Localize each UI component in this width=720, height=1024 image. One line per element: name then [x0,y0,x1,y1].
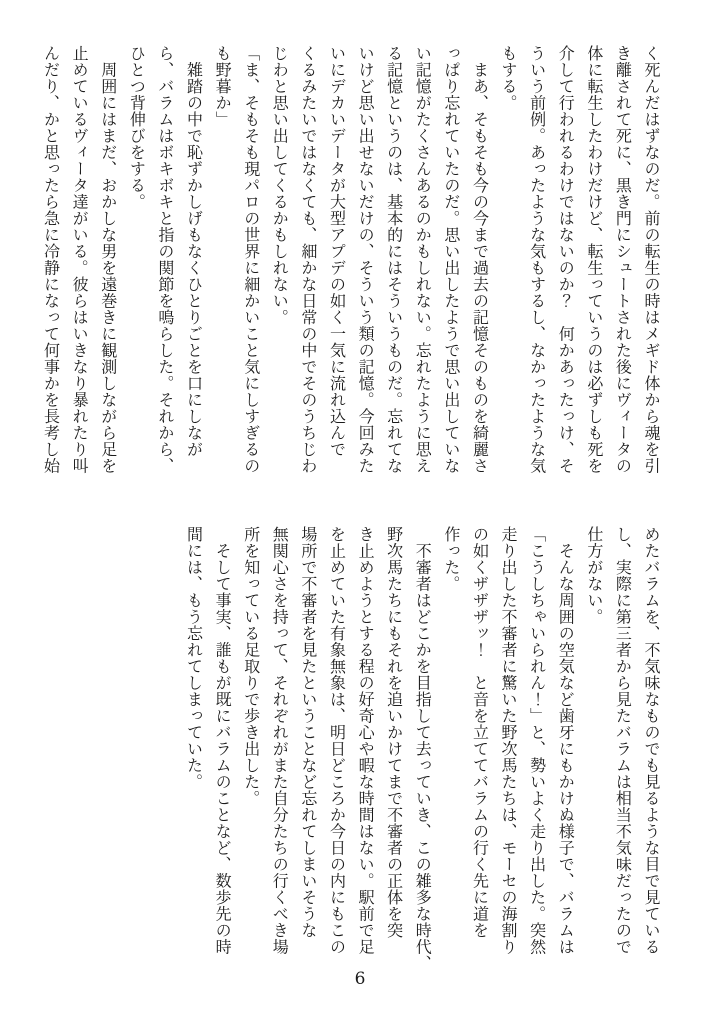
text-line: まあ、そもそも今の今まで過去の記憶そのものを綺麗さ [470,45,490,474]
text-line: 周囲にはまだ、おかしな男を遠巻きに観測しながら足を [98,45,118,474]
text-line: めたバラムを、不気味なものでも見るような目で見ている [642,526,661,955]
text-line: 仕方がない。 [584,526,604,625]
text-line: んだり、かと思ったら急に冷静になって何事かを長考し始 [41,45,61,474]
text-line: そんな周囲の空気など歯牙にもかけぬ様子で、バラムは [556,526,576,955]
text-line: じわと思い出してくるかもしれない。 [270,45,290,326]
text-line: 所を知っている足取りで歩き出した。 [241,526,261,807]
text-line: の如くザザザッ！ と音を立ててバラムの行く先に道を [470,526,490,939]
text-line: そして事実、誰もが既にバラムのことなど、数歩先の時 [213,526,233,955]
text-line: ひとつ背伸びをする。 [127,45,147,210]
text-line: もする。 [499,45,519,111]
text-line: 無関心さを持って、それぞれがまた自分たちの行くべき場 [270,526,290,955]
text-line: 雑踏の中で恥ずかしげもなくひとりごとを口にしなが [184,45,204,458]
text-line: も野暮か」 [213,45,233,128]
text-line: ら、バラムはボキボキと指の関節を鳴らした。それから、 [155,45,175,474]
text-line: いけど思い出せないだけの、そういう類の記憶。今回みた [356,45,376,474]
text-line: 止めているヴィータ達がいる。彼らはいきなり暴れたり叫 [70,45,90,474]
text-line: き離されて死に、黒き門にシュートされた後にヴィータの [613,45,633,474]
text-line: き止めようとする程の好奇心や暇な時間はない。駅前で足 [356,526,376,955]
text-line: を止めていた有象無象は、明日どころか今日の内にもこの [327,526,347,955]
text-line: くるみたいではなくても、細かな日常の中でそのうちじわ [298,45,318,474]
text-line: 作った。 [441,526,461,592]
text-block-bottom [179,526,665,972]
text-line: 場所で不審者を見たということなど忘れてしまいそうな [298,526,318,939]
text-line: く死んだはずなのだ。前の転生の時はメギド体から魂を引 [642,45,661,474]
text-line: ういう前例。あったような気もするし、なかったような気 [527,45,547,474]
text-line: る記憶というのは、基本的にはそういうものだ。忘れてな [384,45,404,474]
text-line: い記憶がたくさんあるのかもしれない。忘れたように思え [413,45,433,474]
text-line: し、実際に第三者から見たバラムは相当不気味だったので [613,526,633,955]
text-line: っぱり忘れていたのだ。思い出したようで思い出していな [441,45,461,474]
text-line: 走り出した不審者に驚いた野次馬たちは、モーセの海割り [499,526,519,955]
page-number: 6 [354,969,366,989]
text-line: いにデカいデータが大型アプデの如く一気に流れ込んで [327,45,347,458]
text-line: 不審者はどこかを目指して去っていき、この雑多な時代、 [413,526,433,972]
text-line: 介して行われるわけではないのか？ 何かあったっけ、そ [556,45,576,474]
text-line: 間には、もう忘れてしまっていた。 [184,526,204,790]
text-line: 「ま、そもそも現パロの世界に細かいこと気にしすぎるの [241,45,261,474]
text-line: 野次馬たちにもそれを追いかけてまで不審者の正体を突 [384,526,404,939]
text-line: 「こうしちゃいられん！」と、勢いよく走り出した。突然 [527,526,547,955]
text-line: 体に転生したわけだけど、転生っていうのは必ずしも死を [584,45,604,474]
text-block-top [36,45,665,483]
